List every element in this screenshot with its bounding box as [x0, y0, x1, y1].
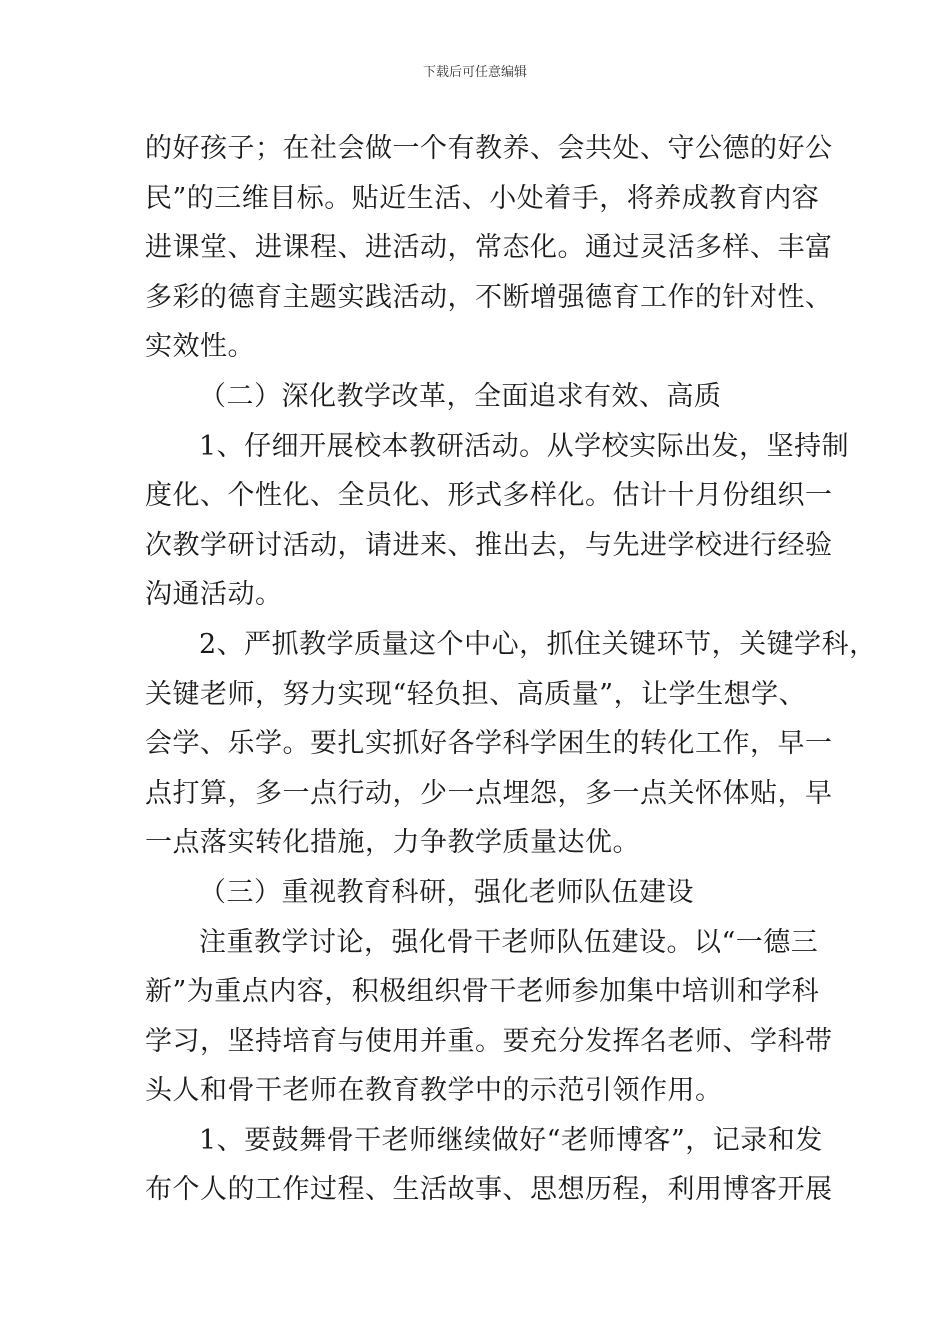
- text-line: 2、严抓教学质量这个中心，抓住关键环节，关键学科，: [199, 628, 877, 660]
- text-line: 关键老师，努力实现“轻负担、高质量”，让学生想学、: [145, 678, 807, 710]
- text-line: 头人和骨干老师在教育教学中的示范引领作用。: [145, 1075, 723, 1107]
- text-line: 新”为重点内容，积极组织骨干老师参加集中培训和学科: [145, 976, 820, 1008]
- page-header: 下载后可任意编辑: [422, 65, 527, 80]
- text-line: 多彩的德育主题实践活动，不断增强德育工作的针对性、: [145, 281, 833, 313]
- text-line: 点打算，多一点行动，少一点埋怨，多一点关怀体贴，早: [145, 777, 833, 809]
- text-line: 的好孩子；在社会做一个有教养、会共处、守公德的好公: [145, 133, 833, 164]
- text-line: 注重教学讨论，强化骨干老师队伍建设。以“一德三: [199, 926, 819, 958]
- text-line: 度化、个性化、全员化、形式多样化。估计十月份组织一: [145, 480, 833, 512]
- text-line: 学习，坚持培育与使用并重。要充分发挥名老师、学科带: [145, 1025, 833, 1057]
- text-line: 实效性。: [145, 331, 255, 363]
- text-line: 布个人的工作过程、生活故事、思想历程，利用博客开展: [145, 1174, 833, 1206]
- text-line: 1、仔细开展校本教研活动。从学校实际出发，坚持制: [199, 430, 850, 462]
- text-line: （二）深化教学改革，全面追求有效、高质: [199, 380, 722, 412]
- text-line: 一点落实转化措施，力争教学质量达优。: [145, 827, 640, 859]
- text-line: 会学、乐学。要扎实抓好各学科学困生的转化工作，早一: [145, 728, 833, 760]
- text-line: 民”的三维目标。贴近生活、小处着手，将养成教育内容: [145, 182, 820, 214]
- text-line: 进课堂、进课程、进活动，常态化。通过灵活多样、丰富: [145, 232, 833, 264]
- text-line: 次教学研讨活动，请进来、推出去，与先进学校进行经验: [145, 529, 833, 561]
- text-line: （三）重视教育科研，强化老师队伍建设: [199, 876, 694, 908]
- document-body: [145, 124, 877, 1215]
- text-line: 1、要鼓舞骨干老师继续做好“老师博客”，记录和发: [199, 1124, 823, 1156]
- text-line: 沟通活动。: [145, 579, 283, 611]
